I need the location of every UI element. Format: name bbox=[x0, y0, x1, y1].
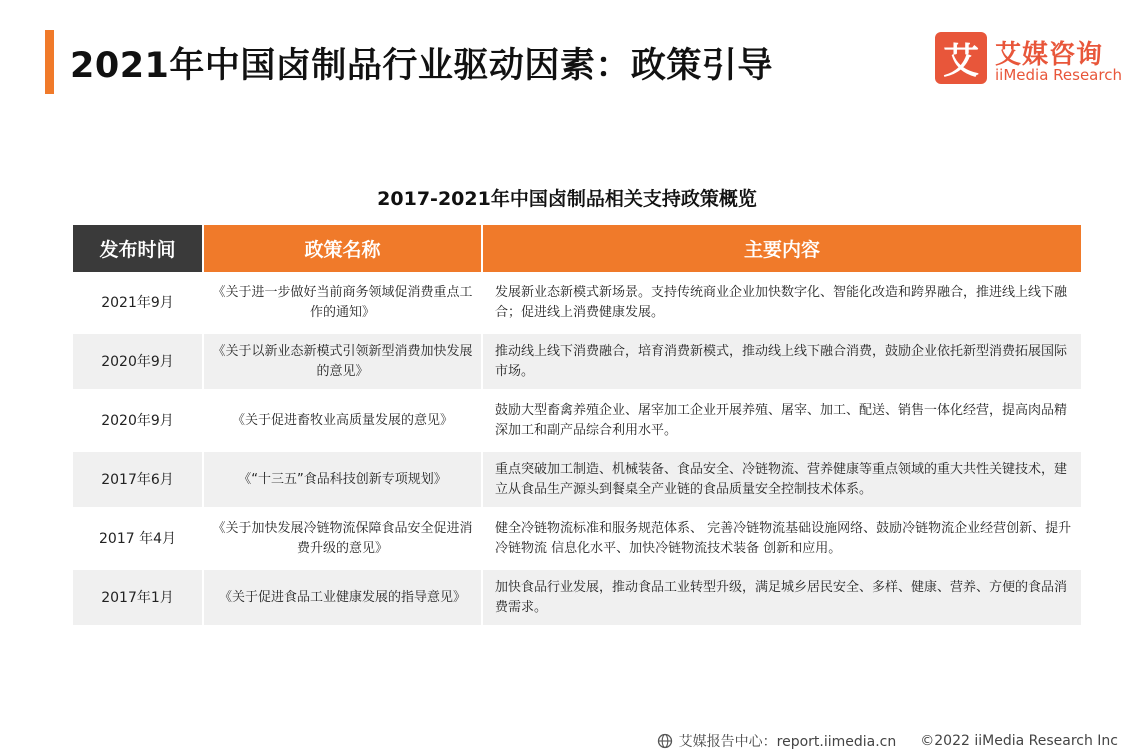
row-policy-name: 《关于加快发展冷链物流保障食品安全促进消费升级的意见》 bbox=[204, 511, 483, 570]
policy-table bbox=[73, 225, 1081, 629]
row-date: 2017年6月 bbox=[73, 452, 204, 511]
table-row bbox=[73, 393, 1081, 452]
table-row bbox=[73, 334, 1081, 393]
row-content: 发展新业态新模式新场景。支持传统商业企业加快数字化、智能化改造和跨界融合，推进线上线下融合；促进线上消费健康发展。 bbox=[483, 275, 1081, 334]
title-accent-bar bbox=[45, 30, 54, 94]
report-source-link[interactable]: 艾媒报告中心：report.iimedia.cn bbox=[678, 734, 897, 750]
row-date: 2021年9月 bbox=[73, 275, 204, 334]
table-header-row bbox=[73, 225, 1081, 275]
row-policy-name: 《关于以新业态新模式引领新型消费加快发展的意见》 bbox=[204, 334, 483, 393]
row-content: 加快食品行业发展，推动食品工业转型升级，满足城乡居民安全、多样、健康、营养、方便的食品消费需求。 bbox=[483, 570, 1081, 629]
table-row bbox=[73, 275, 1081, 334]
table-title: 2017-2021年中国卤制品相关支持政策概览 bbox=[377, 188, 757, 210]
globe-icon bbox=[657, 733, 673, 749]
brand-logo bbox=[935, 32, 1122, 86]
page-footer bbox=[657, 731, 1118, 751]
row-date: 2020年9月 bbox=[73, 393, 204, 452]
table-row bbox=[73, 570, 1081, 629]
row-date: 2020年9月 bbox=[73, 334, 204, 393]
row-content: 健全冷链物流标准和服务规范体系、 完善冷链物流基础设施网络、鼓励冷链物流企业经营创新、提升冷链物流 信息化水平、加快冷链物流技术装备 创新和应用。 bbox=[483, 511, 1081, 570]
brand-logo-icon: 艾 bbox=[935, 32, 987, 84]
row-date: 2017年1月 bbox=[73, 570, 204, 629]
row-content: 推动线上线下消费融合，培育消费新模式，推动线上线下融合消费，鼓励企业依托新型消费拓展国际市场。 bbox=[483, 334, 1081, 393]
copyright-text: ©2022 iiMedia Research Inc bbox=[920, 733, 1118, 749]
brand-name-cn: 艾媒咨询 bbox=[995, 40, 1104, 70]
row-policy-name: 《“十三五”食品科技创新专项规划》 bbox=[204, 452, 483, 511]
page-title: 2021年中国卤制品行业驱动因素：政策引导 bbox=[70, 46, 773, 86]
row-content: 鼓励大型畜禽养殖企业、屠宰加工企业开展养殖、屠宰、加工、配送、销售一体化经营，提高肉品精深加工和副产品综合利用水平。 bbox=[483, 393, 1081, 452]
header-release-date: 发布时间 bbox=[73, 225, 204, 275]
row-policy-name: 《关于促进畜牧业高质量发展的意见》 bbox=[204, 393, 483, 452]
row-content: 重点突破加工制造、机械装备、食品安全、冷链物流、营养健康等重点领域的重大共性关键技术，建立从食品生产源头到餐桌全产业链的食品质量安全控制技术体系。 bbox=[483, 452, 1081, 511]
row-policy-name: 《关于进一步做好当前商务领域促消费重点工作的通知》 bbox=[204, 275, 483, 334]
header-main-content: 主要内容 bbox=[483, 225, 1081, 275]
brand-name-en: iiMedia Research bbox=[995, 66, 1122, 84]
row-date: 2017 年4月 bbox=[73, 511, 204, 570]
table-row bbox=[73, 511, 1081, 570]
table-row bbox=[73, 452, 1081, 511]
header-policy-name: 政策名称 bbox=[204, 225, 483, 275]
row-policy-name: 《关于促进食品工业健康发展的指导意见》 bbox=[204, 570, 483, 629]
